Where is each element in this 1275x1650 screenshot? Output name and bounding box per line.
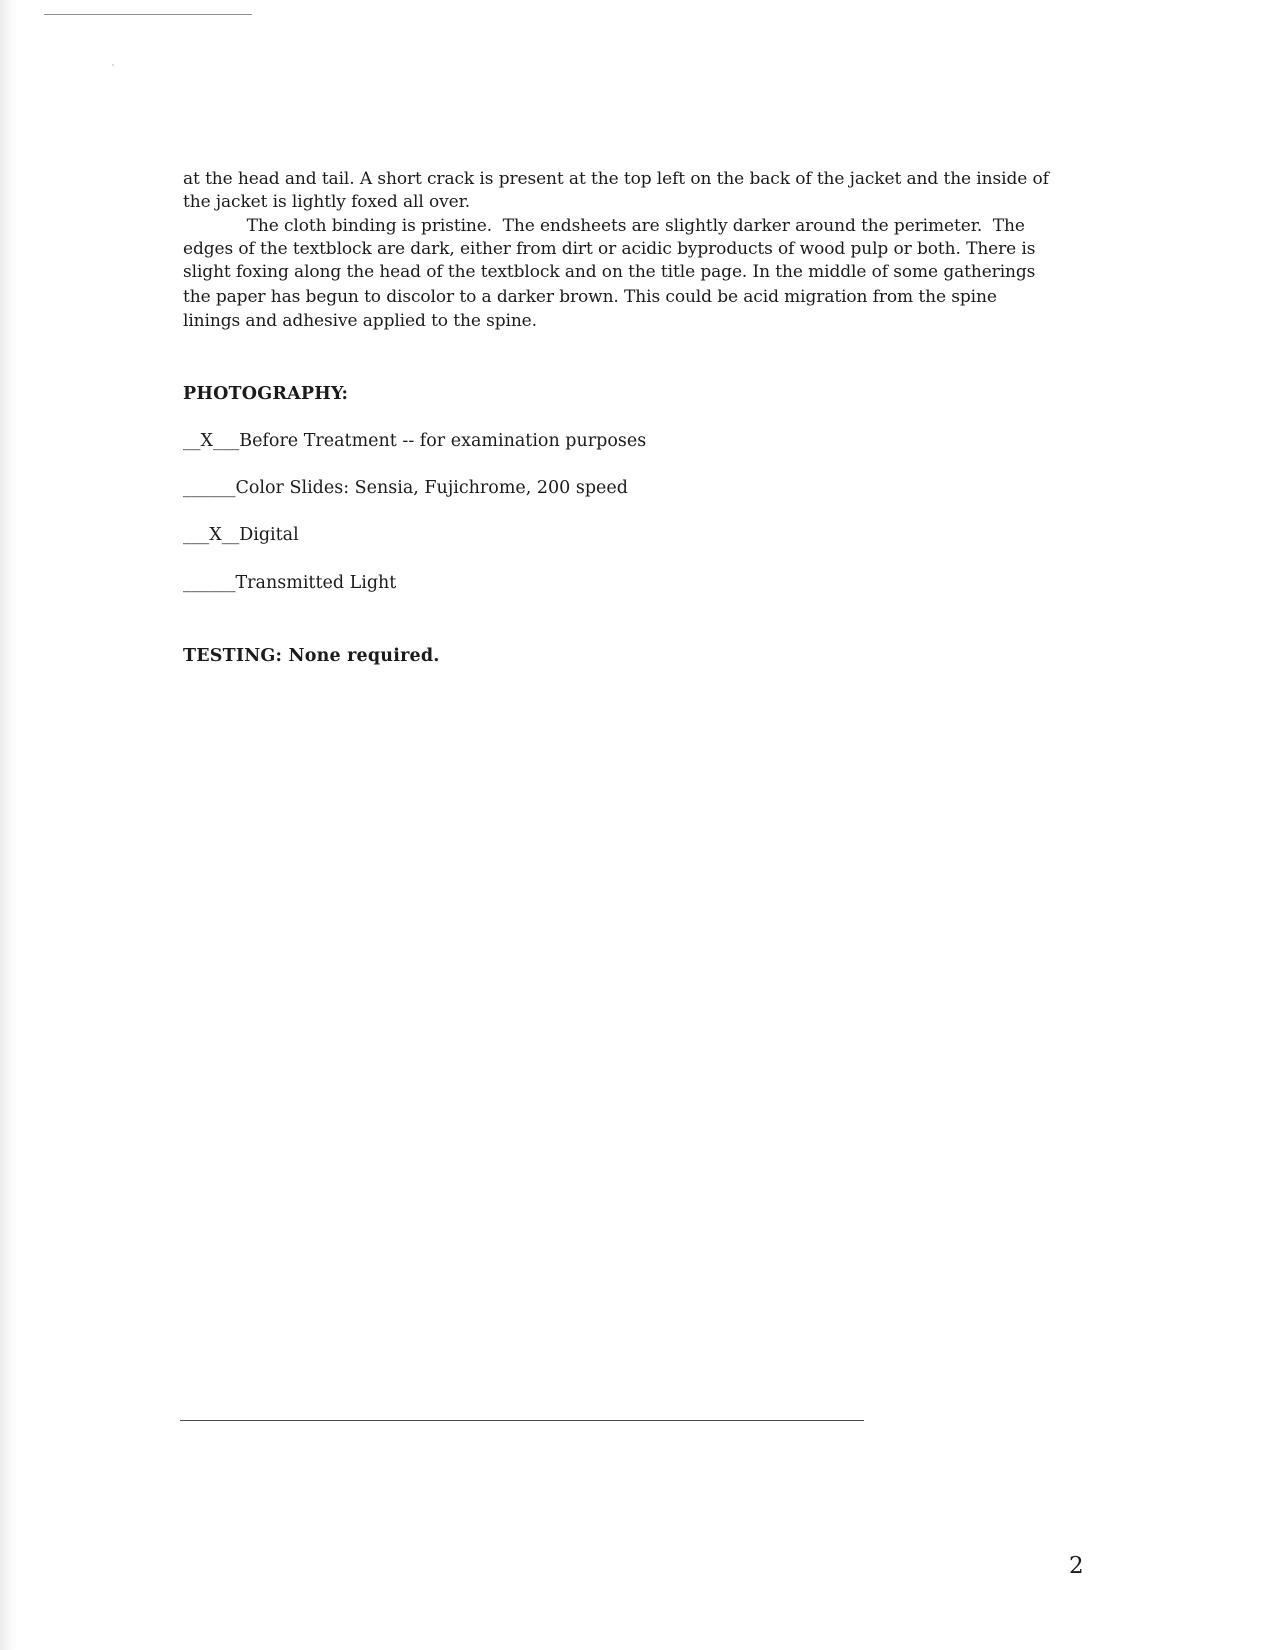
scan-left-edge (0, 0, 18, 1650)
body-line-5: slight foxing along the head of the textblock and on the title page. In the middle of some gatherings (183, 262, 1036, 282)
photography-item-before-treatment: __X___Before Treatment -- for examination purposes (183, 431, 647, 451)
body-line-4: edges of the textblock are dark, either from dirt or acidic byproducts of wood pulp or both. There is (183, 239, 1036, 259)
scan-speck (112, 64, 114, 66)
body-line-6: the paper has begun to discolor to a darker brown. This could be acid migration from the spine (183, 287, 997, 307)
photography-item-digital: ___X__Digital (183, 525, 299, 545)
body-line-1: at the head and tail. A short crack is present at the top left on the back of the jacket and the inside of (183, 169, 1049, 189)
testing-heading: TESTING: None required. (183, 646, 440, 666)
body-line-2: the jacket is lightly foxed all over. (183, 192, 471, 212)
photography-item-color-slides: ______Color Slides: Sensia, Fujichrome, 200 speed (183, 478, 628, 498)
photography-heading: PHOTOGRAPHY: (183, 384, 349, 404)
page-number: 2 (1069, 1553, 1084, 1579)
body-line-7: linings and adhesive applied to the spine. (183, 311, 537, 331)
photography-item-transmitted-light: ______Transmitted Light (183, 573, 397, 593)
top-rule (44, 14, 252, 15)
bottom-rule (180, 1420, 864, 1421)
body-line-3: The cloth binding is pristine. The endsheets are slightly darker around the perimeter. The (183, 216, 1025, 236)
